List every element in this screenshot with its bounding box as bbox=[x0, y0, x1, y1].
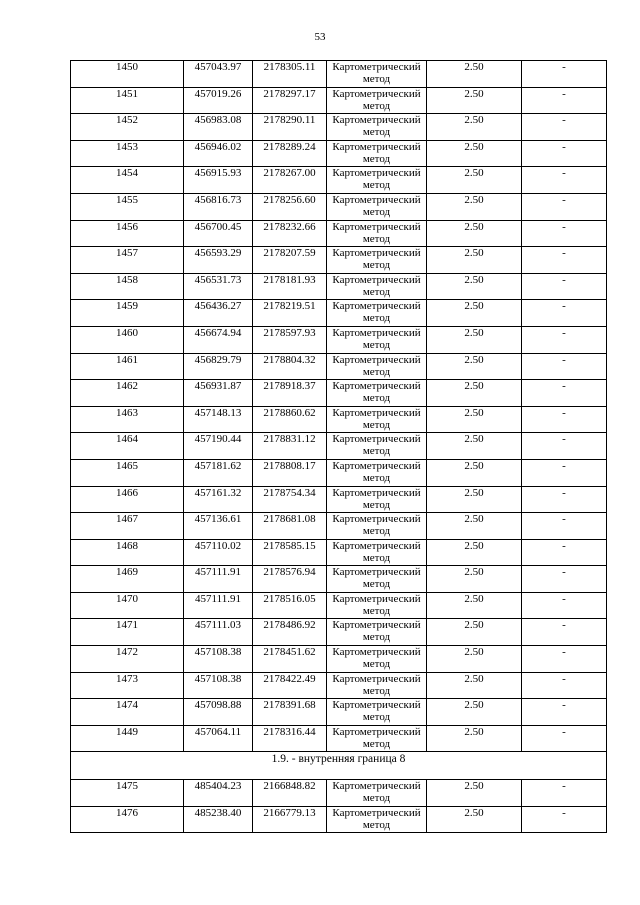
x-coordinate-cell: 456915.93 bbox=[184, 167, 253, 194]
method-cell bbox=[327, 380, 427, 407]
method-cell bbox=[327, 539, 427, 566]
method-cell bbox=[327, 699, 427, 726]
y-coordinate-cell: 2178289.24 bbox=[253, 140, 327, 167]
method-line-1: Картометрический bbox=[332, 220, 421, 233]
point-number-cell: 1467 bbox=[71, 513, 184, 540]
method-cell bbox=[327, 646, 427, 673]
accuracy-cell: 2.50 bbox=[427, 592, 522, 619]
y-coordinate-cell: 2178808.17 bbox=[253, 459, 327, 486]
x-coordinate-cell: 457190.44 bbox=[184, 433, 253, 460]
table-row bbox=[71, 566, 607, 593]
accuracy-cell: 2.50 bbox=[427, 699, 522, 726]
table-row bbox=[71, 353, 607, 380]
note-cell: - bbox=[522, 247, 607, 274]
y-coordinate-cell: 2178585.15 bbox=[253, 539, 327, 566]
method-cell bbox=[327, 725, 427, 752]
method-line-1: Картометрический bbox=[332, 167, 421, 180]
method-line-1: Картометрический bbox=[332, 725, 421, 738]
method-cell bbox=[327, 114, 427, 141]
coordinates-table-body bbox=[71, 61, 607, 833]
accuracy-cell: 2.50 bbox=[427, 539, 522, 566]
method-line-2: метод bbox=[362, 578, 391, 591]
x-coordinate-cell: 457019.26 bbox=[184, 87, 253, 114]
table-row bbox=[71, 167, 607, 194]
method-line-1: Картометрический bbox=[332, 806, 421, 819]
x-coordinate-cell: 457111.91 bbox=[184, 592, 253, 619]
method-cell bbox=[327, 459, 427, 486]
y-coordinate-cell: 2178804.32 bbox=[253, 353, 327, 380]
point-number-cell: 1464 bbox=[71, 433, 184, 460]
y-coordinate-cell: 2178486.92 bbox=[253, 619, 327, 646]
method-line-2: метод bbox=[362, 285, 391, 298]
point-number-cell: 1476 bbox=[71, 806, 184, 833]
note-cell: - bbox=[522, 326, 607, 353]
note-cell: - bbox=[522, 406, 607, 433]
point-number-cell: 1458 bbox=[71, 273, 184, 300]
y-coordinate-cell: 2166848.82 bbox=[253, 780, 327, 807]
x-coordinate-cell: 457108.38 bbox=[184, 672, 253, 699]
note-cell: - bbox=[522, 87, 607, 114]
x-coordinate-cell: 456983.08 bbox=[184, 114, 253, 141]
note-cell: - bbox=[522, 273, 607, 300]
table-row bbox=[71, 273, 607, 300]
y-coordinate-cell: 2178232.66 bbox=[253, 220, 327, 247]
point-number-cell: 1457 bbox=[71, 247, 184, 274]
page-number: 53 bbox=[314, 31, 326, 43]
y-coordinate-cell: 2178451.62 bbox=[253, 646, 327, 673]
x-coordinate-cell: 456593.29 bbox=[184, 247, 253, 274]
table-row bbox=[71, 699, 607, 726]
method-line-1: Картометрический bbox=[332, 326, 421, 339]
x-coordinate-cell: 457111.91 bbox=[184, 566, 253, 593]
accuracy-cell: 2.50 bbox=[427, 193, 522, 220]
method-line-1: Картометрический bbox=[332, 193, 421, 206]
accuracy-cell: 2.50 bbox=[427, 459, 522, 486]
method-cell bbox=[327, 486, 427, 513]
x-coordinate-cell: 457111.03 bbox=[184, 619, 253, 646]
y-coordinate-cell: 2178256.60 bbox=[253, 193, 327, 220]
method-line-1: Картометрический bbox=[332, 699, 421, 712]
point-number-cell: 1470 bbox=[71, 592, 184, 619]
table-row bbox=[71, 326, 607, 353]
method-line-2: метод bbox=[362, 73, 391, 85]
accuracy-cell: 2.50 bbox=[427, 433, 522, 460]
note-cell: - bbox=[522, 353, 607, 380]
point-number-cell: 1451 bbox=[71, 87, 184, 114]
method-line-1: Картометрический bbox=[332, 87, 421, 100]
note-cell: - bbox=[522, 646, 607, 673]
method-cell bbox=[327, 220, 427, 247]
y-coordinate-cell: 2178516.05 bbox=[253, 592, 327, 619]
method-line-2: метод bbox=[362, 259, 391, 272]
y-coordinate-cell: 2178576.94 bbox=[253, 566, 327, 593]
accuracy-cell: 2.50 bbox=[427, 273, 522, 300]
note-cell: - bbox=[522, 220, 607, 247]
method-line-2: метод bbox=[362, 737, 391, 750]
method-line-1: Картометрический bbox=[332, 486, 421, 499]
point-number-cell: 1469 bbox=[71, 566, 184, 593]
note-cell: - bbox=[522, 140, 607, 167]
point-number-cell: 1460 bbox=[71, 326, 184, 353]
table-row bbox=[71, 513, 607, 540]
accuracy-cell: 2.50 bbox=[427, 513, 522, 540]
method-line-2: метод bbox=[362, 152, 391, 165]
note-cell: - bbox=[522, 193, 607, 220]
note-cell: - bbox=[522, 672, 607, 699]
x-coordinate-cell: 456829.79 bbox=[184, 353, 253, 380]
method-cell bbox=[327, 780, 427, 807]
method-cell bbox=[327, 806, 427, 833]
method-line-1: Картометрический bbox=[332, 433, 421, 446]
accuracy-cell: 2.50 bbox=[427, 300, 522, 327]
method-cell bbox=[327, 513, 427, 540]
method-line-2: метод bbox=[362, 684, 391, 697]
method-line-1: Картометрический bbox=[332, 61, 421, 73]
x-coordinate-cell: 457110.02 bbox=[184, 539, 253, 566]
method-line-1: Картометрический bbox=[332, 566, 421, 579]
point-number-cell: 1453 bbox=[71, 140, 184, 167]
x-coordinate-cell: 456674.94 bbox=[184, 326, 253, 353]
x-coordinate-cell: 457136.61 bbox=[184, 513, 253, 540]
accuracy-cell: 2.50 bbox=[427, 566, 522, 593]
table-row bbox=[71, 140, 607, 167]
x-coordinate-cell: 456531.73 bbox=[184, 273, 253, 300]
note-cell: - bbox=[522, 61, 607, 88]
section-heading: 1.9. - внутренняя граница 8 bbox=[71, 752, 607, 780]
x-coordinate-cell: 457098.88 bbox=[184, 699, 253, 726]
method-line-1: Картометрический bbox=[332, 619, 421, 632]
table-row bbox=[71, 672, 607, 699]
x-coordinate-cell: 457108.38 bbox=[184, 646, 253, 673]
method-line-2: метод bbox=[362, 551, 391, 564]
method-line-2: метод bbox=[362, 365, 391, 378]
y-coordinate-cell: 2178267.00 bbox=[253, 167, 327, 194]
table-row bbox=[71, 193, 607, 220]
y-coordinate-cell: 2178305.11 bbox=[253, 61, 327, 88]
accuracy-cell: 2.50 bbox=[427, 780, 522, 807]
note-cell: - bbox=[522, 806, 607, 833]
y-coordinate-cell: 2178860.62 bbox=[253, 406, 327, 433]
method-cell bbox=[327, 61, 427, 88]
method-line-1: Картометрический bbox=[332, 592, 421, 605]
point-number-cell: 1472 bbox=[71, 646, 184, 673]
point-number-cell: 1455 bbox=[71, 193, 184, 220]
accuracy-cell: 2.50 bbox=[427, 725, 522, 752]
method-line-2: метод bbox=[362, 392, 391, 405]
section-heading-row bbox=[71, 752, 607, 780]
y-coordinate-cell: 2178391.68 bbox=[253, 699, 327, 726]
y-coordinate-cell: 2178754.34 bbox=[253, 486, 327, 513]
method-cell bbox=[327, 300, 427, 327]
y-coordinate-cell: 2178681.08 bbox=[253, 513, 327, 540]
accuracy-cell: 2.50 bbox=[427, 61, 522, 88]
note-cell: - bbox=[522, 433, 607, 460]
accuracy-cell: 2.50 bbox=[427, 326, 522, 353]
note-cell: - bbox=[522, 380, 607, 407]
table-row bbox=[71, 646, 607, 673]
method-line-2: метод bbox=[362, 418, 391, 431]
table-row bbox=[71, 619, 607, 646]
y-coordinate-cell: 2178831.12 bbox=[253, 433, 327, 460]
y-coordinate-cell: 2178290.11 bbox=[253, 114, 327, 141]
method-cell bbox=[327, 247, 427, 274]
method-cell bbox=[327, 326, 427, 353]
accuracy-cell: 2.50 bbox=[427, 380, 522, 407]
y-coordinate-cell: 2178422.49 bbox=[253, 672, 327, 699]
y-coordinate-cell: 2178297.17 bbox=[253, 87, 327, 114]
point-number-cell: 1471 bbox=[71, 619, 184, 646]
point-number-cell: 1474 bbox=[71, 699, 184, 726]
method-line-1: Картометрический bbox=[332, 539, 421, 552]
method-line-2: метод bbox=[362, 126, 391, 139]
x-coordinate-cell: 456931.87 bbox=[184, 380, 253, 407]
note-cell: - bbox=[522, 513, 607, 540]
method-line-2: метод bbox=[362, 338, 391, 351]
table-row bbox=[71, 380, 607, 407]
point-number-cell: 1454 bbox=[71, 167, 184, 194]
method-line-2: метод bbox=[362, 312, 391, 325]
method-line-1: Картометрический bbox=[332, 513, 421, 526]
table-row bbox=[71, 780, 607, 807]
table-row bbox=[71, 433, 607, 460]
x-coordinate-cell: 457161.32 bbox=[184, 486, 253, 513]
note-cell: - bbox=[522, 486, 607, 513]
note-cell: - bbox=[522, 114, 607, 141]
method-line-2: метод bbox=[362, 232, 391, 245]
point-number-cell: 1473 bbox=[71, 672, 184, 699]
point-number-cell: 1475 bbox=[71, 780, 184, 807]
method-cell bbox=[327, 353, 427, 380]
table-row bbox=[71, 247, 607, 274]
table-row bbox=[71, 459, 607, 486]
point-number-cell: 1466 bbox=[71, 486, 184, 513]
accuracy-cell: 2.50 bbox=[427, 486, 522, 513]
x-coordinate-cell: 485404.23 bbox=[184, 780, 253, 807]
accuracy-cell: 2.50 bbox=[427, 353, 522, 380]
x-coordinate-cell: 485238.40 bbox=[184, 806, 253, 833]
method-cell bbox=[327, 672, 427, 699]
table-row bbox=[71, 406, 607, 433]
method-cell bbox=[327, 273, 427, 300]
y-coordinate-cell: 2166779.13 bbox=[253, 806, 327, 833]
method-line-2: метод bbox=[362, 631, 391, 644]
y-coordinate-cell: 2178918.37 bbox=[253, 380, 327, 407]
method-line-1: Картометрический bbox=[332, 273, 421, 286]
x-coordinate-cell: 457181.62 bbox=[184, 459, 253, 486]
accuracy-cell: 2.50 bbox=[427, 619, 522, 646]
table-row bbox=[71, 486, 607, 513]
method-line-2: метод bbox=[362, 471, 391, 484]
y-coordinate-cell: 2178181.93 bbox=[253, 273, 327, 300]
method-line-2: метод bbox=[362, 498, 391, 511]
x-coordinate-cell: 457043.97 bbox=[184, 61, 253, 88]
point-number-cell: 1461 bbox=[71, 353, 184, 380]
method-cell bbox=[327, 406, 427, 433]
point-number-cell: 1449 bbox=[71, 725, 184, 752]
accuracy-cell: 2.50 bbox=[427, 406, 522, 433]
y-coordinate-cell: 2178597.93 bbox=[253, 326, 327, 353]
method-line-2: метод bbox=[362, 525, 391, 538]
method-line-2: метод bbox=[362, 179, 391, 192]
method-line-1: Картометрический bbox=[332, 353, 421, 366]
method-line-1: Картометрический bbox=[332, 140, 421, 153]
point-number-cell: 1456 bbox=[71, 220, 184, 247]
accuracy-cell: 2.50 bbox=[427, 247, 522, 274]
accuracy-cell: 2.50 bbox=[427, 646, 522, 673]
point-number-cell: 1462 bbox=[71, 380, 184, 407]
x-coordinate-cell: 457064.11 bbox=[184, 725, 253, 752]
accuracy-cell: 2.50 bbox=[427, 167, 522, 194]
method-line-2: метод bbox=[362, 792, 391, 805]
x-coordinate-cell: 456436.27 bbox=[184, 300, 253, 327]
method-line-1: Картометрический bbox=[332, 780, 421, 793]
accuracy-cell: 2.50 bbox=[427, 140, 522, 167]
point-number-cell: 1463 bbox=[71, 406, 184, 433]
y-coordinate-cell: 2178316.44 bbox=[253, 725, 327, 752]
method-line-2: метод bbox=[362, 205, 391, 218]
y-coordinate-cell: 2178207.59 bbox=[253, 247, 327, 274]
table-row bbox=[71, 300, 607, 327]
accuracy-cell: 2.50 bbox=[427, 220, 522, 247]
method-line-1: Картометрический bbox=[332, 380, 421, 393]
table-row bbox=[71, 539, 607, 566]
x-coordinate-cell: 457148.13 bbox=[184, 406, 253, 433]
point-number-cell: 1459 bbox=[71, 300, 184, 327]
coordinates-table bbox=[70, 60, 607, 833]
note-cell: - bbox=[522, 725, 607, 752]
method-line-1: Картометрический bbox=[332, 646, 421, 659]
accuracy-cell: 2.50 bbox=[427, 672, 522, 699]
accuracy-cell: 2.50 bbox=[427, 806, 522, 833]
method-line-1: Картометрический bbox=[332, 406, 421, 419]
note-cell: - bbox=[522, 699, 607, 726]
method-line-1: Картометрический bbox=[332, 672, 421, 685]
note-cell: - bbox=[522, 780, 607, 807]
method-line-1: Картометрический bbox=[332, 247, 421, 260]
method-cell bbox=[327, 566, 427, 593]
method-cell bbox=[327, 433, 427, 460]
note-cell: - bbox=[522, 300, 607, 327]
method-cell bbox=[327, 193, 427, 220]
table-row bbox=[71, 87, 607, 114]
method-cell bbox=[327, 140, 427, 167]
method-cell bbox=[327, 167, 427, 194]
method-cell bbox=[327, 87, 427, 114]
method-cell bbox=[327, 619, 427, 646]
method-line-1: Картометрический bbox=[332, 114, 421, 127]
method-line-1: Картометрический bbox=[332, 459, 421, 472]
point-number-cell: 1450 bbox=[71, 61, 184, 88]
table-row bbox=[71, 114, 607, 141]
table-row bbox=[71, 592, 607, 619]
method-line-2: метод bbox=[362, 818, 391, 831]
note-cell: - bbox=[522, 619, 607, 646]
note-cell: - bbox=[522, 566, 607, 593]
method-line-2: метод bbox=[362, 99, 391, 112]
method-line-2: метод bbox=[362, 604, 391, 617]
table-row bbox=[71, 725, 607, 752]
table-row bbox=[71, 61, 607, 88]
x-coordinate-cell: 456816.73 bbox=[184, 193, 253, 220]
y-coordinate-cell: 2178219.51 bbox=[253, 300, 327, 327]
point-number-cell: 1452 bbox=[71, 114, 184, 141]
accuracy-cell: 2.50 bbox=[427, 87, 522, 114]
note-cell: - bbox=[522, 459, 607, 486]
method-cell bbox=[327, 592, 427, 619]
method-line-2: метод bbox=[362, 711, 391, 724]
method-line-2: метод bbox=[362, 445, 391, 458]
x-coordinate-cell: 456700.45 bbox=[184, 220, 253, 247]
point-number-cell: 1465 bbox=[71, 459, 184, 486]
x-coordinate-cell: 456946.02 bbox=[184, 140, 253, 167]
table-row bbox=[71, 220, 607, 247]
point-number-cell: 1468 bbox=[71, 539, 184, 566]
method-line-1: Картометрический bbox=[332, 300, 421, 313]
table-row bbox=[71, 806, 607, 833]
accuracy-cell: 2.50 bbox=[427, 114, 522, 141]
method-line-2: метод bbox=[362, 658, 391, 671]
note-cell: - bbox=[522, 539, 607, 566]
note-cell: - bbox=[522, 167, 607, 194]
note-cell: - bbox=[522, 592, 607, 619]
